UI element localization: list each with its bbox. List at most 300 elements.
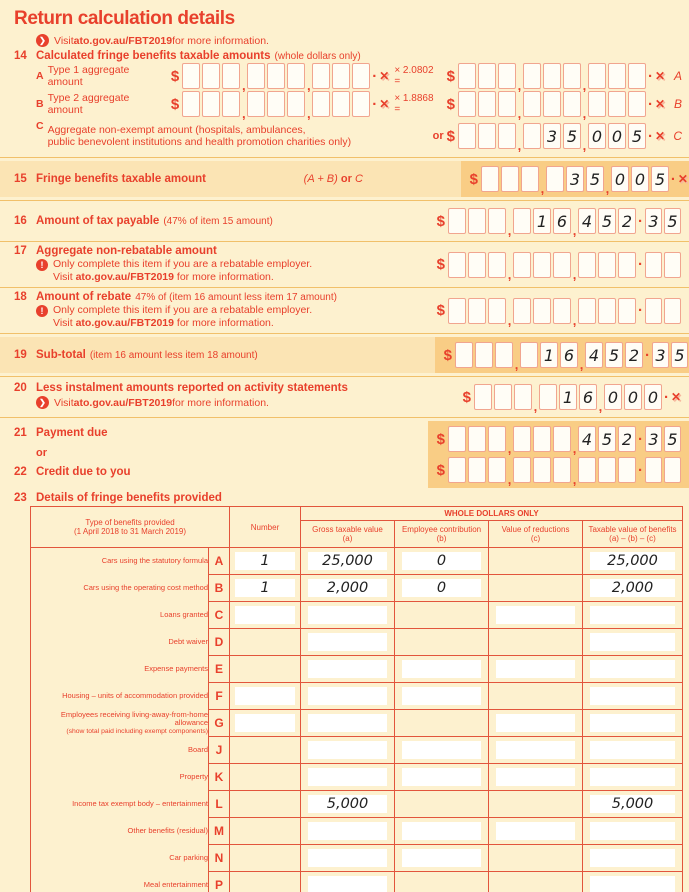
digit-box[interactable] [468,208,486,234]
item-18-heading: Amount of rebate [36,291,132,303]
digit-box[interactable]: 4 [578,208,596,234]
digit-box[interactable] [543,63,561,89]
no-input-cell [489,872,583,892]
no-input-cell [230,791,301,818]
item-22-heading: Credit due to you [36,466,131,478]
digit-box[interactable] [588,91,606,117]
digit-box[interactable] [608,91,626,117]
digit-box[interactable] [455,342,473,368]
digit-box[interactable]: 3 [543,123,561,149]
digit-box[interactable] [578,298,596,324]
digit-box[interactable]: 6 [553,208,571,234]
digit-box[interactable] [628,63,646,89]
digit-box[interactable] [513,426,531,452]
digit-box[interactable] [553,457,571,483]
decimal-dot: · [638,212,643,230]
gross-taxable-input[interactable] [308,849,387,867]
digit-box[interactable]: 0 [608,123,626,149]
taxable-value-input[interactable] [590,687,675,705]
digit-box[interactable]: 5 [598,426,616,452]
digit-box[interactable] [352,63,370,89]
decimal-dot: · [372,95,378,113]
row-letter: C [209,602,230,629]
cents-box[interactable] [664,298,681,324]
digit-box[interactable] [182,63,200,89]
digit-box[interactable] [495,342,513,368]
dollar-sign: $ [446,127,455,145]
number-input[interactable] [235,606,295,624]
row-b-label: Type 2 aggregate amount [47,92,130,116]
employee-contribution-input[interactable] [402,849,481,867]
digit-box[interactable]: 2 [625,342,643,368]
digit-box[interactable] [448,298,466,324]
arrow-right-icon: ❯ [36,396,49,409]
digit-box[interactable] [488,298,506,324]
digit-box[interactable]: 0 [588,123,606,149]
value-of-reductions-input[interactable] [496,714,575,732]
comma-separator: , [540,181,545,196]
comma-separator: , [572,223,577,238]
digit-box[interactable] [501,166,519,192]
digit-box[interactable] [598,457,616,483]
digit-box[interactable] [628,91,646,117]
digit-box[interactable] [488,208,506,234]
gross-taxable-input[interactable]: 25,000 [308,552,387,570]
comma-separator: , [306,78,311,93]
digit-box[interactable] [474,384,492,410]
item-23-heading: Details of fringe benefits provided [36,492,222,504]
employee-contribution-input[interactable] [402,687,481,705]
type2-result-field [444,91,666,121]
table-row-m [31,818,683,845]
dollar-sign: $ [462,388,471,406]
table-row-e [31,656,683,683]
taxable-value-input[interactable] [590,822,675,840]
type1-multiplier: × 2.0802 = [394,65,434,87]
digit-box[interactable] [523,63,541,89]
digit-box[interactable] [222,63,240,89]
comma-separator: , [517,78,522,93]
digit-box[interactable] [513,457,531,483]
digit-box[interactable] [498,123,516,149]
taxable-value-input[interactable]: 5,000 [590,795,675,813]
item-21-heading: Payment due [36,427,108,439]
decimal-dot: · [638,430,643,448]
cents-crossed-icon: ✕ [670,390,681,404]
digit-box[interactable] [563,91,581,117]
taxable-value-input[interactable] [590,660,675,678]
item-19-heading: Sub-total [36,349,86,361]
taxable-value-input[interactable]: 25,000 [590,552,675,570]
digit-box[interactable]: 3 [566,166,584,192]
employee-contribution-input[interactable] [402,660,481,678]
sub-total-field [435,337,689,373]
row-letter: J [209,737,230,764]
row-label: Property [31,764,209,791]
cents-box[interactable]: 3 [645,426,662,452]
digit-box[interactable]: 0 [611,166,629,192]
table-row-a [31,548,683,575]
cents-box[interactable] [645,457,662,483]
item-17-warn-text: Only complete this item if you are a rebatable employer. [53,258,313,270]
type1-result-field [444,63,666,93]
digit-box[interactable] [498,91,516,117]
digit-box[interactable] [478,63,496,89]
row-letter: A [209,548,230,575]
digit-box[interactable] [488,457,506,483]
arrow-right-icon: ❯ [36,34,49,47]
number-input[interactable]: 1 [235,579,295,597]
value-of-reductions-input[interactable] [496,660,575,678]
digit-box[interactable] [267,91,285,117]
digit-box[interactable] [312,91,330,117]
item-19 [0,337,689,373]
digit-box[interactable]: 4 [585,342,603,368]
table-row-b [31,575,683,602]
cents-box[interactable]: 5 [664,426,681,452]
digit-box[interactable]: 0 [644,384,662,410]
row-letter: B [209,575,230,602]
employee-contribution-header: Employee contribution (b) [395,521,489,548]
separator [0,417,689,418]
comma-separator: , [306,106,311,121]
gross-taxable-input[interactable] [308,768,387,786]
item-18-note: 47% of (item 16 amount less item 17 amount) [135,292,337,303]
digit-box[interactable] [520,342,538,368]
digit-box[interactable]: 2 [618,426,636,452]
comma-separator: , [582,106,587,121]
comma-separator: , [507,472,512,487]
cents-box[interactable] [664,252,681,278]
comma-separator: , [507,223,512,238]
digit-box[interactable] [458,63,476,89]
separator [0,376,689,377]
digit-box[interactable]: 0 [604,384,622,410]
comma-separator: , [582,78,587,93]
item-20-visit-line: ❯ Visit ato.gov.au/FBT2019 for more information. [36,396,460,409]
digit-box[interactable] [468,457,486,483]
cents-crossed-icon: ✕ [654,97,665,111]
no-input-cell [230,656,301,683]
digit-box[interactable] [618,298,636,324]
cents-crossed-icon: ✕ [379,69,390,83]
comma-separator: , [572,472,577,487]
item-21-label [14,427,428,439]
digit-box[interactable] [523,91,541,117]
gross-taxable-input[interactable]: 5,000 [308,795,387,813]
no-input-cell [230,737,301,764]
digit-box[interactable] [608,63,626,89]
row-a-letter: A [36,70,44,82]
item-20 [0,380,689,414]
digit-box[interactable] [618,252,636,278]
digit-box[interactable] [312,63,330,89]
row-label: Income tax exempt body – entertainment [31,791,209,818]
decimal-dot: · [372,67,378,85]
digit-box[interactable] [598,298,616,324]
row-label: Expense payments [31,656,209,683]
employee-contribution-input[interactable]: 0 [402,579,481,597]
comma-separator: , [517,138,522,153]
result-letter-c: C [673,129,682,143]
visit-text-suffix: for more information. [172,34,269,47]
decimal-dot: · [638,302,643,319]
digit-box[interactable] [494,384,512,410]
digit-box[interactable]: 5 [605,342,623,368]
number-input[interactable]: 1 [235,552,295,570]
digit-box[interactable]: 5 [563,123,581,149]
digit-box[interactable] [468,426,486,452]
digit-box[interactable]: 5 [586,166,604,192]
item-18 [0,291,689,330]
digit-box[interactable] [468,298,486,324]
tax-payable-field [434,204,689,238]
page-title: Return calculation details [14,8,235,29]
fbt-taxable-amount-field [461,161,689,197]
item-14-row-a [0,62,689,93]
employee-contribution-input[interactable] [402,822,481,840]
digit-box[interactable] [287,63,305,89]
item-17-heading: Aggregate non-rebatable amount [36,245,217,257]
digit-box[interactable] [247,63,265,89]
digit-box[interactable]: 5 [628,123,646,149]
row-label: Debt waiver [31,629,209,656]
digit-box[interactable] [448,208,466,234]
benefits-table [30,506,683,892]
gross-taxable-input[interactable] [308,876,387,892]
visit-text-prefix: Visit [54,34,74,47]
table-row-f [31,683,683,710]
digit-box[interactable] [287,91,305,117]
cents-box[interactable]: 5 [671,342,688,368]
digit-box[interactable] [598,252,616,278]
gross-taxable-input[interactable] [308,714,387,732]
digit-box[interactable] [488,426,506,452]
gross-taxable-input[interactable] [308,660,387,678]
exclamation-icon: ! [36,305,48,317]
rebate-amount-field [434,294,689,328]
gross-taxable-input[interactable] [308,606,387,624]
digit-box[interactable] [222,91,240,117]
number-input[interactable] [235,714,295,732]
digit-box[interactable] [553,252,571,278]
comma-separator: , [514,357,519,372]
digit-box[interactable] [588,63,606,89]
comma-separator: , [507,266,512,282]
employee-contribution-input[interactable]: 0 [402,552,481,570]
digit-box[interactable] [553,298,571,324]
cents-box[interactable] [645,252,662,278]
row-letter: N [209,845,230,872]
row-c-letter: C [36,120,44,132]
digit-box[interactable]: 4 [578,426,596,452]
digit-box[interactable] [478,91,496,117]
digit-box[interactable] [202,91,220,117]
digit-box[interactable] [202,63,220,89]
digit-box[interactable] [553,426,571,452]
employee-contribution-input[interactable] [402,768,481,786]
no-input-cell [395,602,489,629]
digit-box[interactable]: 5 [651,166,669,192]
item-22-number: 22 [14,466,27,478]
digit-box[interactable] [533,252,551,278]
gross-taxable-input[interactable] [308,633,387,651]
table-row-n [31,845,683,872]
taxable-value-input[interactable] [590,849,675,867]
dollar-sign: $ [446,67,455,85]
digit-box[interactable] [521,166,539,192]
row-label: Employees receiving living-away-from-home allowance (show total paid including exempt components) [31,710,209,737]
cents-box[interactable] [645,298,662,324]
employee-contribution-input[interactable] [402,741,481,759]
digit-box[interactable] [352,91,370,117]
digit-box[interactable] [618,457,636,483]
gross-taxable-input[interactable] [308,822,387,840]
cents-crossed-icon: ✕ [654,69,665,83]
digit-box[interactable]: 1 [533,208,551,234]
table-row-d [31,629,683,656]
table-row-j [31,737,683,764]
item-15-formula: (A + B) or C [303,173,363,185]
comma-separator: , [241,78,246,93]
digit-box[interactable] [448,426,466,452]
item-14-row-c [0,118,689,154]
taxable-value-header: Taxable value of benefits (a) – (b) – (c) [583,521,683,548]
gross-taxable-input[interactable] [308,687,387,705]
digit-box[interactable]: 6 [579,384,597,410]
taxable-value-input[interactable] [590,876,675,892]
digit-box[interactable]: 6 [560,342,578,368]
dollar-sign: $ [436,430,445,448]
row-label: Meal entertainment [31,872,209,892]
decimal-dot: · [647,95,653,113]
value-of-reductions-input[interactable] [496,741,575,759]
comma-separator: , [572,266,577,282]
value-of-reductions-input[interactable] [496,822,575,840]
digit-box[interactable] [247,91,265,117]
digit-box[interactable] [458,91,476,117]
digit-box[interactable] [513,252,531,278]
row-label: Cars using the statutory formula [31,548,209,575]
digit-box[interactable]: 2 [618,208,636,234]
separator [0,157,689,158]
item-17-number: 17 [14,245,27,257]
digit-box[interactable] [578,252,596,278]
decimal-dot: · [647,127,653,145]
digit-box[interactable] [543,91,561,117]
taxable-value-input[interactable] [590,741,675,759]
gross-taxable-input[interactable]: 2,000 [308,579,387,597]
digit-box[interactable] [533,457,551,483]
digit-box[interactable] [448,252,466,278]
digit-box[interactable]: 5 [598,208,616,234]
decimal-dot: · [638,256,643,273]
digit-box[interactable]: 1 [540,342,558,368]
digit-box[interactable] [182,91,200,117]
cents-box[interactable]: 3 [645,208,662,234]
table-row-c [31,602,683,629]
dollar-sign: $ [170,67,180,85]
taxable-value-input[interactable] [590,633,675,651]
row-letter: F [209,683,230,710]
table-row-g [31,710,683,737]
separator [0,287,689,288]
table-row-k [31,764,683,791]
digit-box[interactable] [514,384,532,410]
digit-box[interactable] [563,63,581,89]
item-23 [0,492,689,504]
exclamation-icon: ! [36,259,48,271]
digit-box[interactable]: 0 [631,166,649,192]
digit-box[interactable] [513,208,531,234]
taxable-value-input[interactable]: 2,000 [590,579,675,597]
cents-box[interactable] [664,457,681,483]
digit-box[interactable] [533,298,551,324]
visit-link: ato.gov.au/FBT2019 [73,34,173,47]
digit-box[interactable] [475,342,493,368]
row-label: Other benefits (residual) [31,818,209,845]
item-16 [0,204,689,238]
digit-box[interactable] [332,63,350,89]
digit-box[interactable] [478,123,496,149]
digit-box[interactable]: 1 [559,384,577,410]
digit-box[interactable] [539,384,557,410]
taxable-value-input[interactable] [590,714,675,732]
payment-credit-fields [428,421,689,488]
table-row-p [31,872,683,892]
type2-aggregate-field [168,91,390,121]
digit-box[interactable] [481,166,499,192]
item-17-visit-link: ato.gov.au/FBT2019 [75,271,174,283]
value-of-reductions-input[interactable] [496,768,575,786]
cents-box[interactable]: 5 [664,208,681,234]
result-letter-b: B [673,97,682,111]
item-15 [0,161,689,197]
number-input[interactable] [235,687,295,705]
comma-separator: , [572,312,577,328]
digit-box[interactable] [488,252,506,278]
value-of-reductions-input[interactable] [496,606,575,624]
digit-box[interactable]: 0 [624,384,642,410]
digit-box[interactable] [498,63,516,89]
no-input-cell [489,575,583,602]
item-14-note: (whole dollars only) [274,51,361,62]
digit-box[interactable] [332,91,350,117]
separator [0,200,689,201]
visit-info-line [36,34,689,47]
taxable-value-input[interactable] [590,606,675,624]
payment-due-field [434,426,682,456]
digit-box[interactable] [523,123,541,149]
gross-taxable-input[interactable] [308,741,387,759]
digit-box[interactable] [513,298,531,324]
decimal-dot: · [638,461,643,479]
item-16-number: 16 [14,215,27,227]
item-19-number: 19 [14,349,27,361]
digit-box[interactable] [448,457,466,483]
digit-box[interactable] [468,252,486,278]
digit-box[interactable] [458,123,476,149]
digit-box[interactable] [533,426,551,452]
digit-box[interactable] [546,166,564,192]
no-input-cell [230,764,301,791]
digit-box[interactable] [578,457,596,483]
taxable-value-input[interactable] [590,768,675,786]
decimal-dot: · [663,388,669,406]
digit-box[interactable] [267,63,285,89]
item-18-visit-link: ato.gov.au/FBT2019 [75,317,174,329]
cents-box[interactable]: 3 [652,342,669,368]
